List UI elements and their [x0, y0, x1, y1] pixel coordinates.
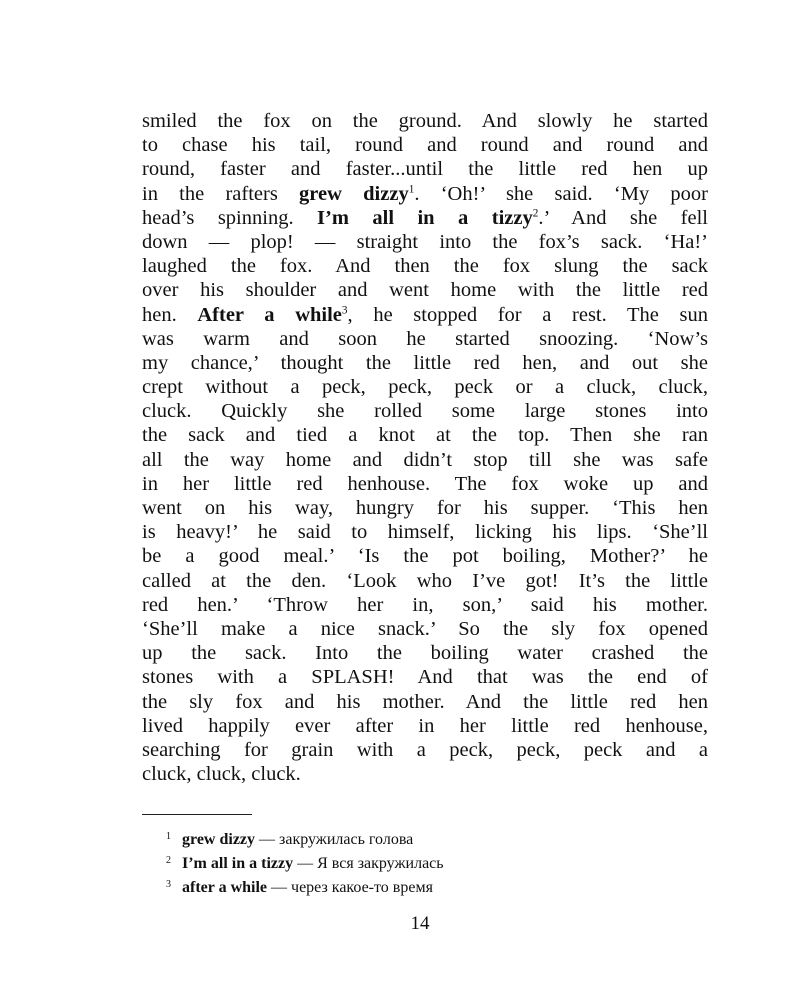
footnote-term: I’m all in a tizzy: [182, 855, 294, 872]
text-run: all the way home and didn’t stop till she was safe: [142, 448, 708, 471]
text-line: [142, 230, 708, 254]
footnote-translation: закружилась голова: [279, 831, 414, 848]
text-line: [142, 762, 708, 786]
footnote-marker: 3: [341, 304, 348, 317]
text-line: [142, 448, 708, 472]
text-run: ‘She’ll make a nice snack.’ So the sly fox opened: [142, 617, 708, 640]
text-run: red hen.’ ‘Throw her in, son,’ said his mother.: [142, 593, 708, 616]
text-line: [142, 544, 708, 568]
text-run: head’s spinning.: [142, 206, 318, 229]
text-run: be a good meal.’ ‘Is the pot boiling, Mother?’ he: [142, 545, 708, 568]
footnote-separator-dash: —: [267, 879, 292, 896]
text-line: [142, 399, 708, 423]
text-run: cluck, cluck, cluck.: [142, 763, 301, 786]
text-run: in the rafters: [142, 182, 300, 205]
footnote-separator-dash: —: [255, 831, 280, 848]
text-line: [142, 641, 708, 665]
text-run: , he stopped for a rest. The sun: [347, 303, 709, 326]
text-run: to chase his tail, round and round and round and: [142, 134, 708, 157]
text-run: went on his way, hungry for his supper. ‘This hen: [142, 497, 708, 519]
text-run: . ‘Oh!’ she said. ‘My poor: [414, 182, 709, 205]
footnote-separator: [142, 814, 252, 815]
text-run: over his shoulder and went home with the little red: [142, 279, 708, 302]
text-line: [142, 423, 708, 447]
glossed-phrase: After a while: [197, 303, 342, 326]
text-line: [142, 593, 708, 617]
text-run: my chance,’ thought the little red hen, and out she: [142, 351, 708, 374]
text-line: [142, 133, 708, 157]
text-run: cluck. Quickly she rolled some large stones into: [142, 400, 708, 423]
text-line: [142, 496, 708, 520]
footnote-translation: через какое-то время: [291, 879, 433, 896]
footnote-item: [166, 850, 726, 874]
text-line: [142, 182, 708, 206]
footnote-item: [166, 874, 726, 898]
glossed-phrase: I’m all in a tizzy: [317, 206, 533, 229]
text-line: [142, 520, 708, 544]
footnote-term: after a while: [182, 879, 268, 896]
footnote-separator-dash: —: [293, 855, 318, 872]
text-line: [142, 569, 708, 593]
page-number: 14: [410, 913, 430, 934]
text-run: round, faster and faster...until the little red hen up: [142, 158, 708, 181]
text-run: smiled the fox on the ground. And slowly he started: [142, 110, 708, 132]
text-line: [142, 738, 708, 762]
text-run: stones with a SPLASH! And that was the end of: [142, 666, 708, 689]
text-run: searching for grain with a peck, peck, peck and a: [142, 738, 708, 761]
text-line: [142, 327, 708, 351]
footnote-translation: Я вся закружилась: [317, 855, 444, 872]
text-run: up the sack. Into the boiling water crashed the: [142, 642, 708, 665]
text-run: called at the den. ‘Look who I’ve got! It’s the little: [142, 569, 708, 592]
footnotes: [166, 826, 726, 898]
text-line: [142, 109, 708, 133]
text-run: laughed the fox. And then the fox slung the sack: [142, 255, 708, 278]
text-run: crept without a peck, peck, peck or a cluck, cluck,: [142, 376, 708, 399]
text-line: [142, 714, 708, 738]
text-run: .’ And she fell: [538, 206, 709, 229]
footnote-item: [166, 826, 726, 850]
text-run: was warm and soon he started snoozing. ‘Now’s: [142, 327, 708, 350]
text-line: [142, 472, 708, 496]
footnote-marker: 2: [532, 207, 539, 220]
text-run: is heavy!’ he said to himself, licking his lips. ‘She’ll: [142, 521, 708, 544]
text-run: lived happily ever after in her little red henhouse,: [142, 714, 708, 737]
text-line: [142, 351, 708, 375]
text-run: the sack and tied a knot at the top. Then she ran: [142, 424, 708, 447]
text-line: [142, 254, 708, 278]
story-text: [142, 109, 708, 786]
glossed-phrase: grew dizzy: [299, 182, 409, 205]
text-run: in her little red henhouse. The fox woke up and: [142, 472, 708, 495]
footnote-term: grew dizzy: [182, 831, 256, 848]
footnote-number: 3: [166, 879, 171, 890]
text-line: [142, 375, 708, 399]
footnote-number: 1: [166, 831, 171, 842]
text-line: [142, 690, 708, 714]
text-run: the sly fox and his mother. And the little red hen: [142, 690, 708, 713]
text-run: hen.: [142, 303, 198, 326]
footnote-number: 2: [166, 855, 171, 866]
text-line: [142, 206, 708, 230]
text-line: [142, 278, 708, 302]
text-line: [142, 617, 708, 641]
text-line: [142, 303, 708, 327]
text-line: [142, 665, 708, 689]
text-line: [142, 157, 708, 181]
text-run: down — plop! — straight into the fox’s sack. ‘Ha!’: [142, 230, 708, 253]
footnote-marker: 1: [408, 183, 415, 196]
